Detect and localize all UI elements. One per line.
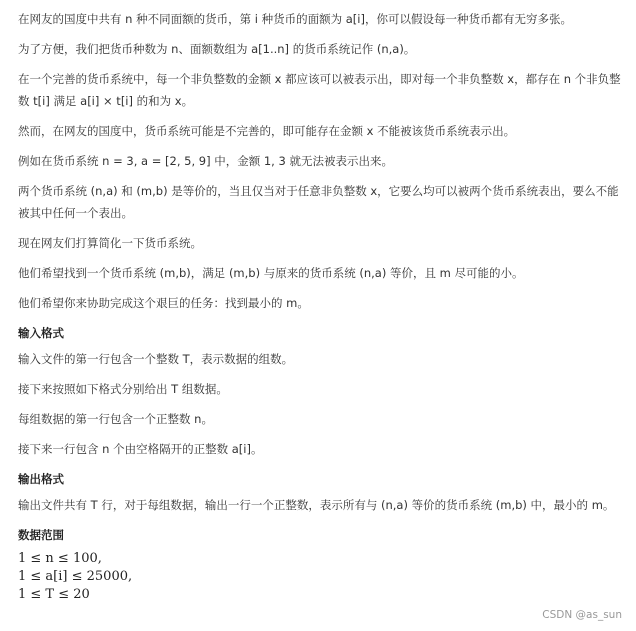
data-range-heading: 数据范围 — [18, 528, 64, 542]
paragraph-example: 例如在货币系统 n = 3, a = [2, 5, 9] 中，金额 1, 3 就无法被表示出来。 — [18, 154, 393, 168]
paragraph-complete-system: 在一个完善的货币系统中，每一个非负整数的金额 x 都应该可以被表示出，即对每一个非负整数 x，都存在 n 个非负整数 t[i] 满足 a[i] × t[i] 的和为 x。 — [18, 72, 621, 108]
range-line-2: 1 ≤ a[i] ≤ 25000, — [18, 569, 133, 584]
input-format-heading: 输入格式 — [18, 326, 64, 340]
paragraph-currency-types: 在网友的国度中共有 n 种不同面额的货币，第 i 种货币的面额为 a[i]，你可以假设每一种货币都有无穷多张。 — [18, 12, 572, 26]
range-line-3: 1 ≤ T ≤ 20 — [18, 587, 90, 602]
csdn-watermark: CSDN @as_sun — [542, 609, 622, 621]
paragraph-simplify: 现在网友们打算简化一下货币系统。 — [18, 236, 202, 250]
output-line-1: 输出文件共有 T 行，对于每组数据，输出一行一个正整数，表示所有与 (n,a) 等价的货币系统 (m,b) 中，最小的 m。 — [18, 498, 615, 512]
problem-statement — [18, 0, 624, 604]
range-line-1: 1 ≤ n ≤ 100, — [18, 551, 102, 566]
paragraph-task: 他们希望你来协助完成这个艰巨的任务：找到最小的 m。 — [18, 296, 309, 310]
input-line-3: 每组数据的第一行包含一个正整数 n。 — [18, 412, 213, 426]
input-line-2: 接下来按照如下格式分别给出 T 组数据。 — [18, 382, 228, 396]
paragraph-equivalence: 两个货币系统 (n,a) 和 (m,b) 是等价的，当且仅当对于任意非负整数 x，它要么均可以被两个货币系统表出，要么不能被其中任何一个表出。 — [18, 184, 619, 220]
paragraph-notation: 为了方便，我们把货币种数为 n、面额数组为 a[1..n] 的货币系统记作 (n,a)。 — [18, 42, 416, 56]
paragraph-incomplete-system: 然而，在网友的国度中，货币系统可能是不完善的，即可能存在金额 x 不能被该货币系统表示出。 — [18, 124, 516, 138]
paragraph-goal: 他们希望找到一个货币系统 (m,b)，满足 (m,b) 与原来的货币系统 (n,a) 等价，且 m 尽可能的小。 — [18, 266, 524, 280]
input-line-1: 输入文件的第一行包含一个整数 T，表示数据的组数。 — [18, 352, 294, 366]
output-format-heading: 输出格式 — [18, 472, 64, 486]
input-line-4: 接下来一行包含 n 个由空格隔开的正整数 a[i]。 — [18, 442, 263, 456]
